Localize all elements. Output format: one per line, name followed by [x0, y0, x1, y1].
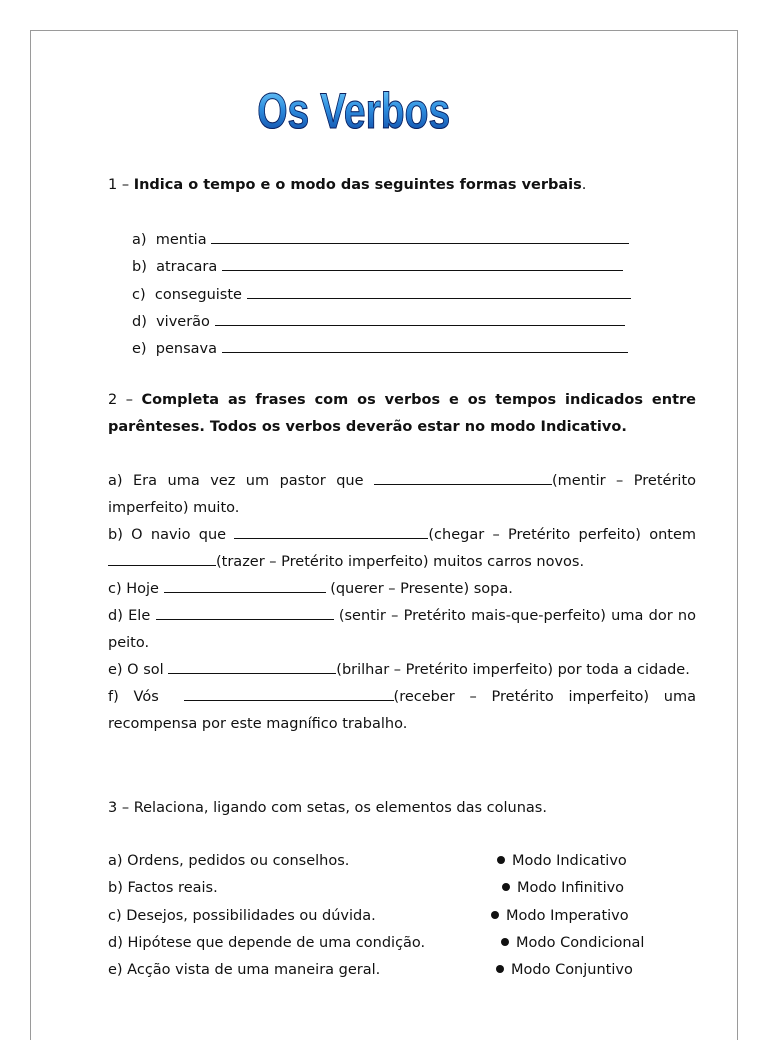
q1-item-d	[132, 311, 625, 332]
sentence-text: (mentir – Pretérito imperfeito) muito.	[108, 473, 696, 516]
answer-blank[interactable]	[222, 256, 623, 271]
page-title: Os Verbos	[257, 83, 451, 139]
q1-heading	[108, 175, 586, 195]
q3-heading: 3 – Relaciona, ligando com setas, os elementos das colunas.	[108, 800, 547, 816]
q1-item-word: pensava	[155, 341, 218, 357]
sentence-text: d) Ele	[108, 608, 151, 624]
q1-item-word: conseguiste	[154, 287, 242, 303]
answer-blank[interactable]	[215, 311, 625, 326]
q3-left-a[interactable]: a) Ordens, pedidos ou conselhos.	[108, 853, 350, 869]
q2-sentence-f	[108, 684, 696, 738]
q1-item-a	[132, 229, 629, 250]
answer-blank[interactable]	[374, 470, 552, 485]
answer-blank[interactable]	[108, 551, 216, 566]
answer-blank[interactable]	[247, 284, 631, 299]
mood-label: Modo Imperativo	[506, 908, 629, 924]
answer-blank[interactable]	[168, 659, 336, 674]
answer-blank[interactable]	[211, 229, 629, 244]
q3-left-c[interactable]: c) Desejos, possibilidades ou dúvida.	[108, 908, 376, 924]
q1-text: Indica o tempo e o modo das seguintes formas verbais	[133, 177, 582, 193]
q2-sentence-a	[108, 468, 696, 522]
sentence-text: (sentir – Pretérito mais-que-perfeito) uma dor no peito.	[108, 608, 696, 651]
q1-number: 1 –	[108, 177, 130, 193]
sentence-text: e) O sol	[108, 662, 164, 678]
q3-left-e[interactable]: e) Acção vista de uma maneira geral.	[108, 962, 381, 978]
answer-blank[interactable]	[222, 338, 628, 353]
q1-item-b	[132, 256, 623, 277]
q3-right-5[interactable]	[496, 960, 633, 980]
answer-blank[interactable]	[234, 524, 428, 539]
answer-blank[interactable]	[164, 578, 326, 593]
bullet-icon	[497, 856, 505, 864]
answer-blank[interactable]	[156, 605, 334, 620]
sentence-text: (trazer – Pretérito imperfeito) muitos carros novos.	[216, 554, 585, 570]
q3-right-2[interactable]	[502, 878, 624, 898]
q1-item-word: viverão	[156, 314, 210, 330]
q2-sentence-c	[108, 576, 696, 603]
q3-right-1[interactable]	[497, 851, 627, 871]
q2-number: 2 –	[108, 392, 133, 408]
q1-item-word: mentia	[155, 232, 207, 248]
mood-label: Modo Condicional	[516, 935, 645, 951]
bullet-icon	[491, 911, 499, 919]
q2-sentence-b	[108, 522, 696, 576]
q1-item-letter: d)	[132, 314, 147, 330]
q1-item-letter: a)	[132, 232, 147, 248]
q2-sentence-d	[108, 603, 696, 657]
answer-blank[interactable]	[184, 686, 394, 701]
sentence-text: f) Vós	[108, 689, 159, 705]
sentence-text: (brilhar – Pretérito imperfeito) por toda a cidade.	[336, 662, 690, 678]
title-container	[0, 82, 708, 140]
q3-right-3[interactable]	[491, 906, 629, 926]
q1-item-letter: b)	[132, 259, 147, 275]
q1-item-e	[132, 338, 628, 359]
q1-item-letter: e)	[132, 341, 147, 357]
q1-item-letter: c)	[132, 287, 146, 303]
bullet-icon	[502, 883, 510, 891]
q2-sentence-e	[108, 657, 696, 684]
mood-label: Modo Conjuntivo	[511, 962, 633, 978]
q3-left-b[interactable]: b) Factos reais.	[108, 880, 218, 896]
q2-heading	[108, 387, 696, 441]
sentence-text: a) Era uma vez um pastor que	[108, 473, 364, 489]
q3-right-4[interactable]	[501, 933, 644, 953]
mood-label: Modo Indicativo	[512, 853, 627, 869]
mood-label: Modo Infinitivo	[517, 880, 625, 896]
sentence-text: c) Hoje	[108, 581, 159, 597]
bullet-icon	[501, 938, 509, 946]
q1-item-word: atracara	[156, 259, 218, 275]
q2-text: Completa as frases com os verbos e os tempos indicados entre parênteses. Todos os verbos deverão estar no modo Indicativo.	[108, 392, 697, 435]
bullet-icon	[496, 965, 504, 973]
sentence-text: b) O navio que	[108, 527, 227, 543]
q2-sentences	[108, 468, 696, 738]
q3-left-d[interactable]: d) Hipótese que depende de uma condição.	[108, 935, 426, 951]
q1-period: .	[581, 177, 587, 193]
sentence-text: (receber – Pretérito imperfeito) uma recompensa por este magnífico trabalho.	[108, 689, 697, 732]
q1-item-c	[132, 284, 631, 305]
sentence-text: (chegar – Pretérito perfeito) ontem	[428, 527, 696, 543]
sentence-text: (querer – Presente) sopa.	[330, 581, 513, 597]
